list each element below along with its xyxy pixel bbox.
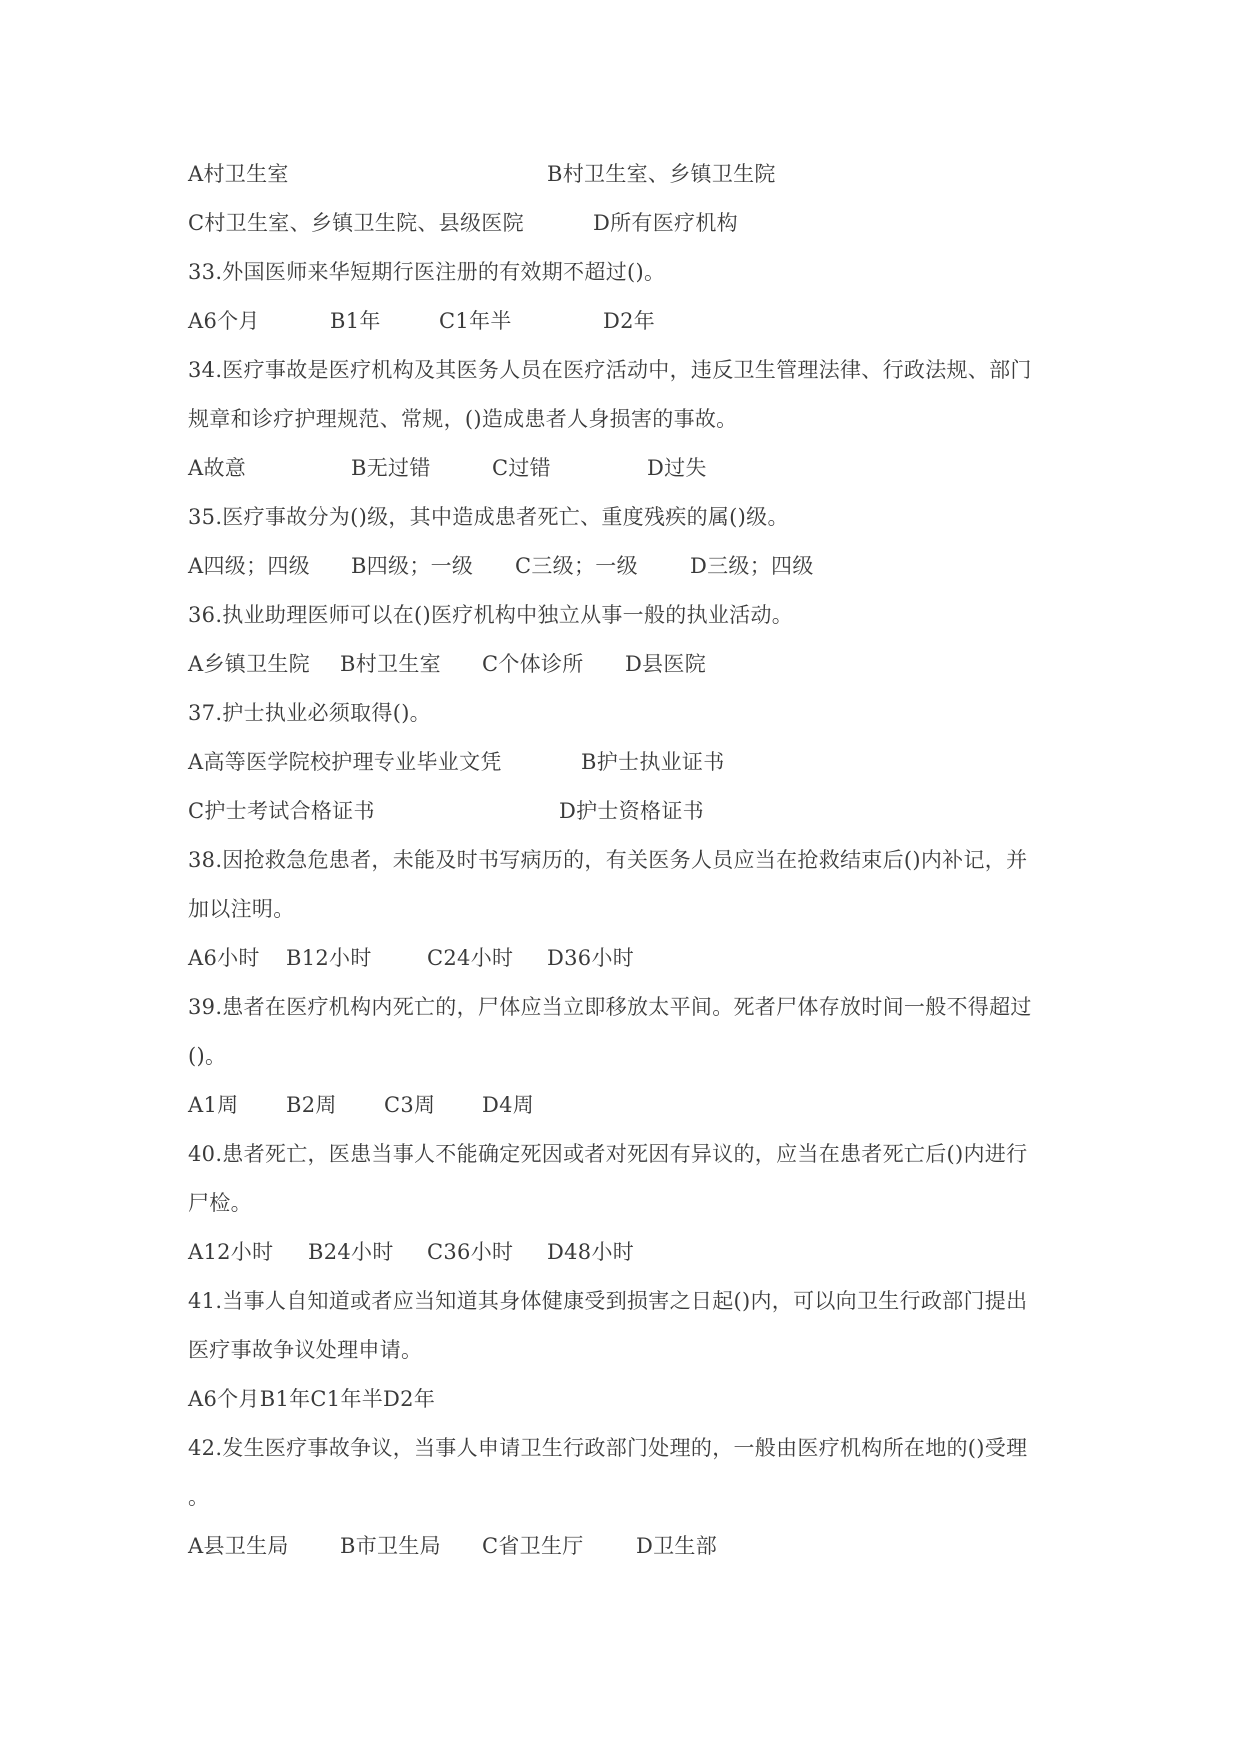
q39-question-line-2: ()。 [188,1044,227,1068]
q40-option-a: A12小时 [188,1240,274,1264]
q42-option-d: D卫生部 [636,1534,718,1558]
q40-option-b: B24小时 [308,1240,394,1264]
q32-option-a: A村卫生室 [188,162,289,186]
q35-option-d: D三级；四级 [690,554,814,578]
q42-option-a: A县卫生局 [188,1534,289,1558]
q40-option-c: C36小时 [427,1240,514,1264]
q36-option-b: B村卫生室 [340,652,441,676]
q34-option-d: D过失 [647,456,707,480]
q39-option-a: A1周 [188,1093,239,1117]
q38-option-b: B12小时 [286,946,372,970]
q41-options: A6个月B1年C1年半D2年 [188,1387,436,1411]
q33-question: 33.外国医师来华短期行医注册的有效期不超过()。 [188,260,666,284]
q40-option-d: D48小时 [547,1240,635,1264]
q40-question-line-2: 尸检。 [188,1191,252,1215]
q41-question-line-2: 医疗事故争议处理申请。 [188,1338,423,1362]
q39-question-line-1: 39.患者在医疗机构内死亡的，尸体应当立即移放太平间。死者尸体存放时间一般不得超过 [188,995,1032,1019]
q34-option-c: C过错 [492,456,551,480]
q39-option-c: C3周 [384,1093,436,1117]
q33-option-d: D2年 [603,309,656,333]
q38-option-a: A6小时 [188,946,260,970]
q42-option-c: C省卫生厅 [482,1534,584,1558]
q37-option-c: C护士考试合格证书 [188,799,375,823]
q34-question-line-2: 规章和诊疗护理规范、常规，()造成患者人身损害的事故。 [188,407,738,431]
q36-option-c: C个体诊所 [482,652,584,676]
q33-option-c: C1年半 [439,309,512,333]
q34-option-a: A故意 [188,456,247,480]
q41-question-line-1: 41.当事人自知道或者应当知道其身体健康受到损害之日起()内，可以向卫生行政部门提出 [188,1289,1028,1313]
q35-option-c: C三级；一级 [515,554,638,578]
q36-question: 36.执业助理医师可以在()医疗机构中独立从事一般的执业活动。 [188,603,794,627]
q42-question-line-2: 。 [188,1485,210,1509]
q35-option-a: A四级；四级 [188,554,310,578]
q32-option-c: C村卫生室、乡镇卫生院、县级医院 [188,211,524,235]
q35-question: 35.医疗事故分为()级，其中造成患者死亡、重度残疾的属()级。 [188,505,789,529]
q35-option-b: B四级；一级 [351,554,474,578]
q32-option-d: D所有医疗机构 [593,211,738,235]
q33-option-b: B1年 [330,309,381,333]
q39-option-b: B2周 [286,1093,337,1117]
q37-question: 37.护士执业必须取得()。 [188,701,431,725]
q38-question-line-2: 加以注明。 [188,897,295,921]
q36-option-d: D县医院 [625,652,707,676]
q38-option-d: D36小时 [547,946,635,970]
q39-option-d: D4周 [482,1093,535,1117]
q36-option-a: A乡镇卫生院 [188,652,310,676]
q32-option-b: B村卫生室、乡镇卫生院 [547,162,776,186]
q38-option-c: C24小时 [427,946,514,970]
q40-question-line-1: 40.患者死亡，医患当事人不能确定死因或者对死因有异议的，应当在患者死亡后()内进行 [188,1142,1028,1166]
q42-options [188,1534,718,1678]
q38-question-line-1: 38.因抢救急危患者，未能及时书写病历的，有关医务人员应当在抢救结束后()内补记，并 [188,848,1028,872]
q37-option-d: D护士资格证书 [559,799,704,823]
q37-option-b: B护士执业证书 [581,750,725,774]
q42-option-b: B市卫生局 [340,1534,441,1558]
q34-option-b: B无过错 [351,456,431,480]
q33-option-a: A6个月 [188,309,260,333]
q37-option-a: A高等医学院校护理专业毕业文凭 [188,750,502,774]
q34-question-line-1: 34.医疗事故是医疗机构及其医务人员在医疗活动中，违反卫生管理法律、行政法规、部门 [188,358,1032,382]
q42-question-line-1: 42.发生医疗事故争议，当事人申请卫生行政部门处理的，一般由医疗机构所在地的()受理 [188,1436,1028,1460]
